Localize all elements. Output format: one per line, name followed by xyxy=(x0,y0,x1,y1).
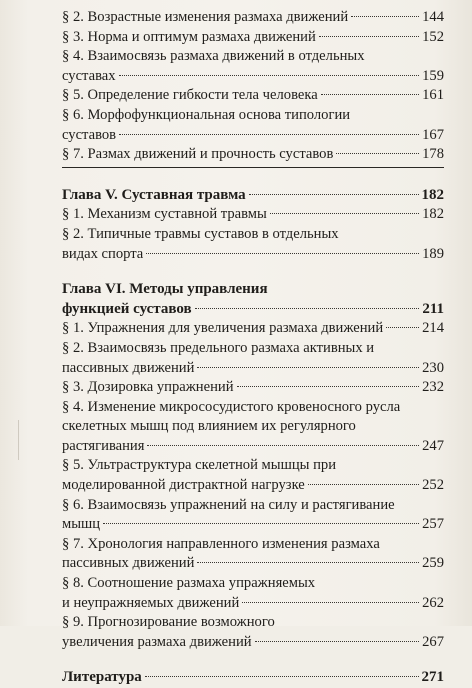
entry-text: суставах xyxy=(62,67,116,84)
chapter-title xyxy=(62,668,444,688)
toc-entry xyxy=(62,359,444,379)
entry-text: § 4. Изменение микрососудистого кровеносного русла xyxy=(62,398,401,415)
dot-leader xyxy=(319,36,419,37)
entry-text: видах спорта xyxy=(62,245,144,262)
dot-leader xyxy=(249,194,419,195)
entry-text: моделированной дистрактной нагрузке xyxy=(62,477,305,494)
dot-leader xyxy=(197,562,419,563)
toc-entry xyxy=(62,145,444,165)
dot-leader xyxy=(195,308,420,309)
dot-leader xyxy=(145,676,419,677)
page-number: 247 xyxy=(422,437,444,454)
dot-leader xyxy=(146,253,419,254)
entry-text: § 9. Прогнозирование возможного xyxy=(62,614,275,631)
toc-entry-heading xyxy=(62,106,444,126)
page-number: 232 xyxy=(422,379,444,396)
dot-leader xyxy=(351,16,419,17)
entry-text: § 2. Взаимосвязь предельного размаха активных и xyxy=(62,339,375,356)
toc-entry xyxy=(62,554,444,574)
entry-text: Глава V. Суставная травма xyxy=(62,186,246,203)
toc-entry-heading xyxy=(62,456,444,476)
dot-leader xyxy=(242,602,419,603)
page-number: 178 xyxy=(422,146,444,163)
entry-text: § 5. Ультраструктура скелетной мышцы при xyxy=(62,457,337,474)
dot-leader xyxy=(237,386,420,387)
entry-text: пассивных движений xyxy=(62,359,195,376)
page-number: 230 xyxy=(422,359,444,376)
toc-entry xyxy=(62,126,444,146)
page-number: 259 xyxy=(422,555,444,572)
entry-text: пассивных движений xyxy=(62,555,195,572)
page-number: 252 xyxy=(422,477,444,494)
page-number: 214 xyxy=(422,320,444,337)
entry-text: § 6. Взаимосвязь упражнений на силу и растягивание xyxy=(62,496,395,513)
dot-leader xyxy=(147,445,419,446)
page-edge-shadow xyxy=(18,420,19,460)
entry-text: § 8. Соотношение размаха упражняемых xyxy=(62,575,316,592)
toc-entry xyxy=(62,319,444,339)
dot-leader xyxy=(119,75,420,76)
section-divider xyxy=(62,167,444,168)
entry-text: увеличения размаха движений xyxy=(62,633,252,650)
toc-entry xyxy=(62,594,444,614)
entry-text: § 7. Размах движений и прочность суставов xyxy=(62,146,334,163)
dot-leader xyxy=(321,94,419,95)
page-number: 182 xyxy=(421,186,444,203)
toc-entry xyxy=(62,245,444,265)
table-of-contents xyxy=(62,8,444,688)
dot-leader xyxy=(308,484,419,485)
entry-text: Литература xyxy=(62,669,142,686)
entry-text: и неупражняемых движений xyxy=(62,594,240,611)
toc-entry xyxy=(62,633,444,653)
toc-entry xyxy=(62,476,444,496)
toc-entry xyxy=(62,515,444,535)
toc-entry-heading xyxy=(62,535,444,555)
dot-leader xyxy=(197,367,419,368)
toc-entry-heading xyxy=(62,225,444,245)
toc-entry-heading xyxy=(62,398,444,418)
entry-text: функцией суставов xyxy=(62,300,192,317)
entry-text: мышц xyxy=(62,516,101,533)
entry-text: § 2. Возрастные изменения размаха движений xyxy=(62,9,349,25)
entry-text: § 3. Норма и оптимум размаха движений xyxy=(62,28,316,45)
entry-text: § 3. Дозировка упражнений xyxy=(62,379,234,396)
chapter-title-heading xyxy=(62,280,444,300)
chapter-title xyxy=(62,300,444,320)
entry-text: § 5. Определение гибкости тела человека xyxy=(62,87,318,104)
toc-entry xyxy=(62,437,444,457)
dot-leader xyxy=(119,134,419,135)
page-number: 161 xyxy=(422,87,444,104)
dot-leader xyxy=(386,327,419,328)
entry-text: § 1. Механизм суставной травмы xyxy=(62,206,267,223)
entry-text: § 1. Упражнения для увеличения размаха движений xyxy=(62,320,384,337)
dot-leader xyxy=(336,153,419,154)
toc-entry-heading xyxy=(62,339,444,359)
entry-text: § 7. Хронология направленного изменения размаха xyxy=(62,535,380,552)
toc-entry xyxy=(62,67,444,87)
toc-entry-heading xyxy=(62,417,444,437)
entry-text: Глава VI. Методы управления xyxy=(62,281,268,298)
page-number: 152 xyxy=(422,28,444,45)
entry-text: § 6. Морфофункциональная основа типологии xyxy=(62,106,351,123)
chapter-title xyxy=(62,186,444,206)
entry-text: скелетных мышц под влиянием их регулярного xyxy=(62,418,356,435)
page-number: 159 xyxy=(422,67,444,84)
page-number: 267 xyxy=(422,633,444,650)
page-number: 271 xyxy=(421,669,444,686)
toc-entry xyxy=(62,8,444,28)
page-number: 182 xyxy=(422,206,444,223)
page-number: 144 xyxy=(422,9,444,25)
dot-leader xyxy=(255,641,420,642)
toc-entry-heading xyxy=(62,613,444,633)
toc-entry-heading xyxy=(62,574,444,594)
page-number: 257 xyxy=(422,516,444,533)
entry-text: § 4. Взаимосвязь размаха движений в отдельных xyxy=(62,48,365,65)
entry-text: § 2. Типичные травмы суставов в отдельных xyxy=(62,225,339,242)
toc-entry-heading xyxy=(62,496,444,516)
toc-entry xyxy=(62,28,444,48)
page-number: 262 xyxy=(422,594,444,611)
entry-text: растягивания xyxy=(62,437,145,454)
dot-leader xyxy=(103,523,419,524)
page-number: 189 xyxy=(422,245,444,262)
page-number: 211 xyxy=(422,300,444,317)
page-number: 167 xyxy=(422,126,444,143)
toc-entry xyxy=(62,378,444,398)
toc-entry-heading xyxy=(62,47,444,67)
toc-entry xyxy=(62,86,444,106)
dot-leader xyxy=(270,213,419,214)
entry-text: суставов xyxy=(62,126,117,143)
toc-entry xyxy=(62,205,444,225)
